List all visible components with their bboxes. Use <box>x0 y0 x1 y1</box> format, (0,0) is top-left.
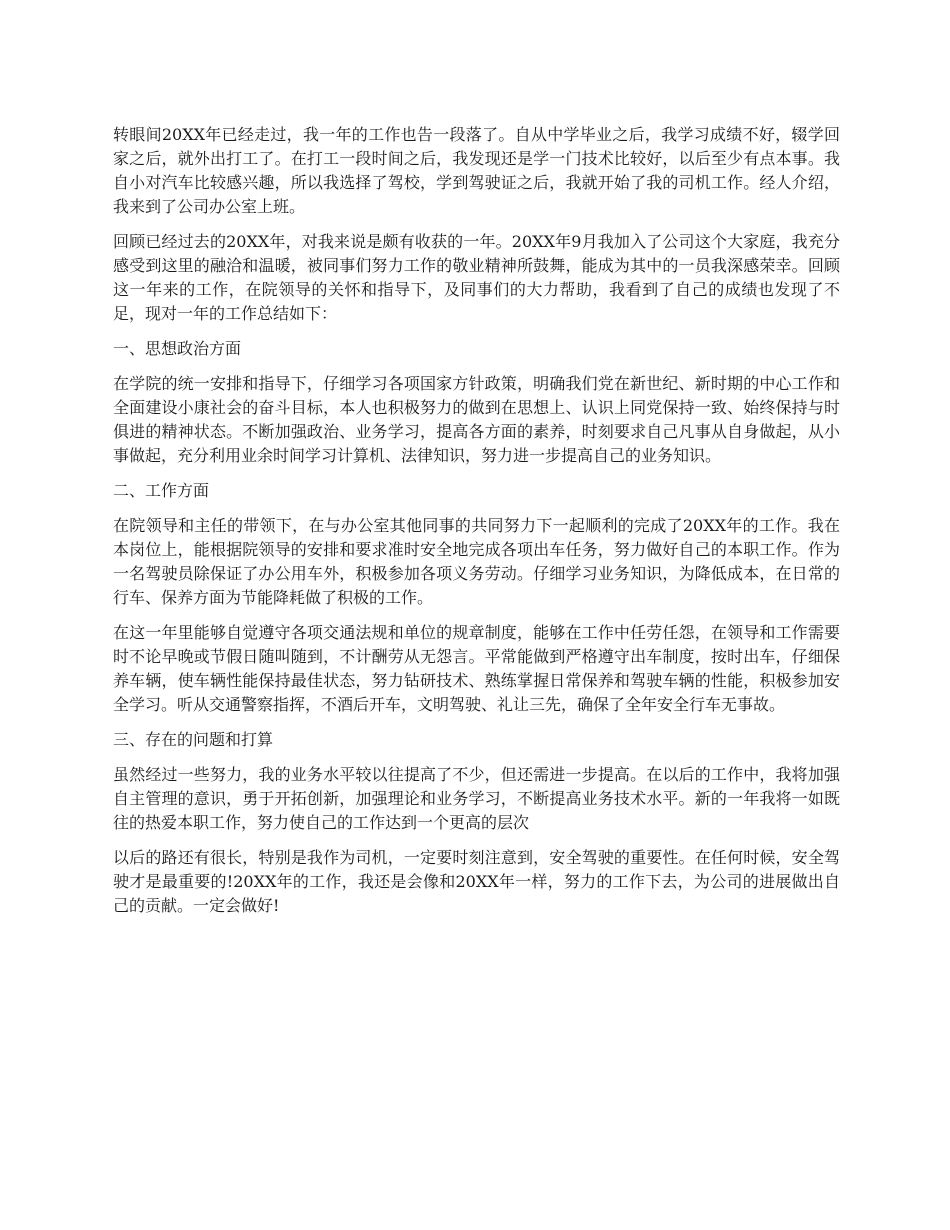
problems-paragraph: 虽然经过一些努力，我的业务水平较以往提高了不少，但还需进一步提高。在以后的工作中，我将加强自主管理的意识，勇于开拓创新，加强理论和业务学习，不断提高业务技术水平。新的一年我将一如既往的热爱本职工作，努力使自己的工作达到一个更高的层次 <box>113 765 840 832</box>
work-paragraph-2: 在这一年里能够自觉遵守各项交通法规和单位的规章制度，能够在工作中任劳任怨，在领导和工作需要时不论早晚或节假日随叫随到，不计酬劳从无怨言。平常能做到严格遵守出车制度，按时出车，仔细保养车辆，使车辆性能保持最佳状态，努力钻研技术、熟练掌握日常保养和驾驶车辆的性能，积极参加安全学习。听从交通警察指挥，不酒后开车，文明驾驶、礼让三先，确保了全年安全行车无事故。 <box>113 623 840 714</box>
work-paragraph-1: 在院领导和主任的带领下，在与办公室其他同事的共同努力下一起顺利的完成了20XX年的工作。我在本岗位上，能根据院领导的安排和要求准时安全地完成各项出车任务，努力做好自己的本职工作。作为一名驾驶员除保证了办公用车外，积极参加各项义务劳动。仔细学习业务知识，为降低成本，在日常的行车、保养方面为节能降耗做了积极的工作。 <box>113 516 840 607</box>
section-heading-work: 二、工作方面 <box>113 481 210 500</box>
section-heading-politics: 一、思想政治方面 <box>113 339 242 358</box>
intro-paragraph: 转眼间20XX年已经走过，我一年的工作也告一段落了。自从中学毕业之后，我学习成绩不好，辍学回家之后，就外出打工了。在打工一段时间之后，我发现还是学一门技术比较好，以后至少有点本事。我自小对汽车比较感兴趣，所以我选择了驾校，学到驾驶证之后，我就开始了我的司机工作。经人介绍，我来到了公司办公室上班。 <box>113 125 840 216</box>
section-heading-problems: 三、存在的问题和打算 <box>113 730 274 749</box>
politics-paragraph: 在学院的统一安排和指导下，仔细学习各项国家方针政策，明确我们党在新世纪、新时期的中心工作和全面建设小康社会的奋斗目标，本人也积极努力的做到在思想上、认识上同党保持一致、始终保持与时俱进的精神状态。不断加强政治、业务学习，提高各方面的素养，时刻要求自己凡事从自身做起，从小事做起，充分利用业余时间学习计算机、法律知识，努力进一步提高自己的业务知识。 <box>113 374 840 465</box>
review-paragraph: 回顾已经过去的20XX年，对我来说是颇有收获的一年。20XX年9月我加入了公司这个大家庭，我充分感受到这里的融洽和温暖，被同事们努力工作的敬业精神所鼓舞，能成为其中的一员我深感荣幸。回顾这一年来的工作，在院领导的关怀和指导下，及同事们的大力帮助，我看到了自己的成绩也发现了不足，现对一年的工作总结如下： <box>113 232 840 323</box>
document-body <box>113 123 840 929</box>
closing-paragraph: 以后的路还有很长，特别是我作为司机，一定要时刻注意到，安全驾驶的重要性。在任何时候，安全驾驶才是最重要的!20XX年的工作，我还是会像和20XX年一样，努力的工作下去，为公司的进展做出自己的贡献。一定会做好! <box>113 848 840 915</box>
